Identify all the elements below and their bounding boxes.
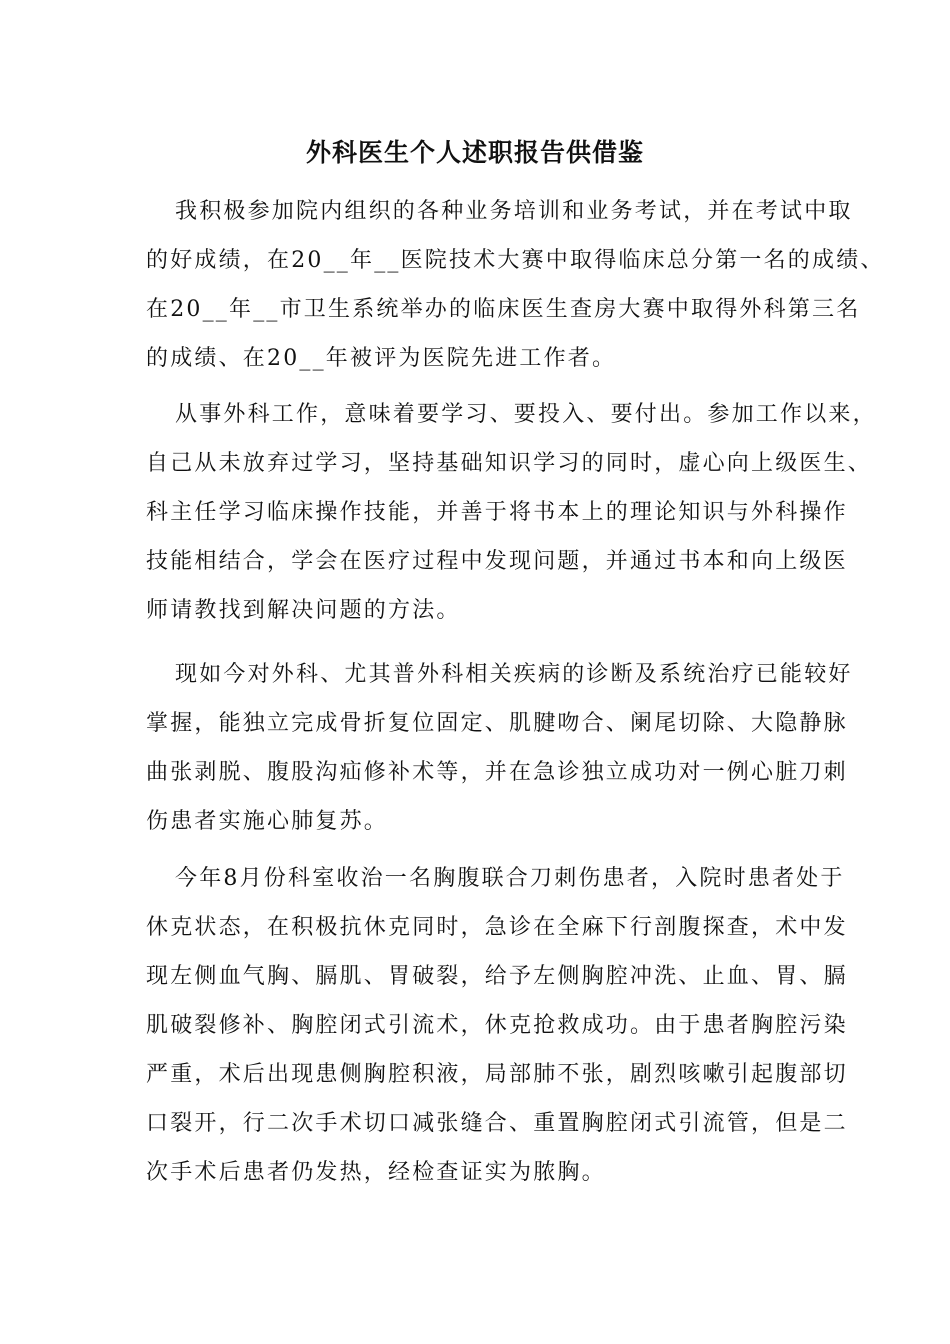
paragraph-line: 休克状态，在积极抗休克同时，急诊在全麻下行剖腹探查，术中发 [146,915,848,940]
paragraph-line: 口裂开，行二次手术切口减张缝合、重置胸腔闭式引流管，但是二 [146,1111,848,1136]
paragraph-line: 伤患者实施心肺复苏。 [146,809,389,834]
paragraph [146,650,853,846]
paragraph-line: 次手术后患者仍发热，经检查证实为脓胸。 [146,1160,606,1185]
paragraph [146,187,885,383]
paragraph-line: 掌握，能独立完成骨折复位固定、肌腱吻合、阑尾切除、大隐静脉 [146,711,848,736]
paragraph-line: 技能相结合，学会在医疗过程中发现问题，并通过书本和向上级医 [146,549,848,574]
paragraph [146,390,877,635]
document-title: 外科医生个人述职报告供借鉴 [305,138,644,167]
paragraph-line: 我积极参加院内组织的各种业务培训和业务考试，并在考试中取 [175,199,853,224]
paragraph-line: 严重，术后出现患侧胸腔积液，局部肺不张，剧烈咳嗽引起腹部切 [146,1062,848,1087]
paragraph-line: 肌破裂修补、胸腔闭式引流术，休克抢救成功。由于患者胸腔污染 [146,1013,848,1038]
paragraph-line: 曲张剥脱、腹股沟疝修补术等，并在急诊独立成功对一例心脏刀刺 [146,760,848,785]
paragraph [146,854,848,1197]
paragraph-line: 师请教找到解决问题的方法。 [146,598,461,623]
paragraph-line: 现如今对外科、尤其普外科相关疾病的诊断及系统治疗已能较好 [175,662,853,687]
paragraph-line: 科主任学习临床操作技能，并善于将书本上的理论知识与外科操作 [146,500,848,525]
paragraph-line: 从事外科工作，意味着要学习、要投入、要付出。参加工作以来， [175,402,877,427]
paragraph-line: 自己从未放弃过学习，坚持基础知识学习的同时，虚心向上级医生、 [146,451,873,476]
paragraph-line: 在20__年__市卫生系统举办的临床医生查房大赛中取得外科第三名 [146,297,861,322]
paragraph-line: 的成绩、在20__年被评为医院先进工作者。 [146,346,617,371]
paragraph-line: 的好成绩，在20__年__医院技术大赛中取得临床总分第一名的成绩、 [146,248,885,273]
paragraph-line: 现左侧血气胸、膈肌、胃破裂，给予左侧胸腔冲洗、止血、胃、膈 [146,964,848,989]
paragraph-line: 今年8月份科室收治一名胸腹联合刀刺伤患者，入院时患者处于 [175,866,845,891]
